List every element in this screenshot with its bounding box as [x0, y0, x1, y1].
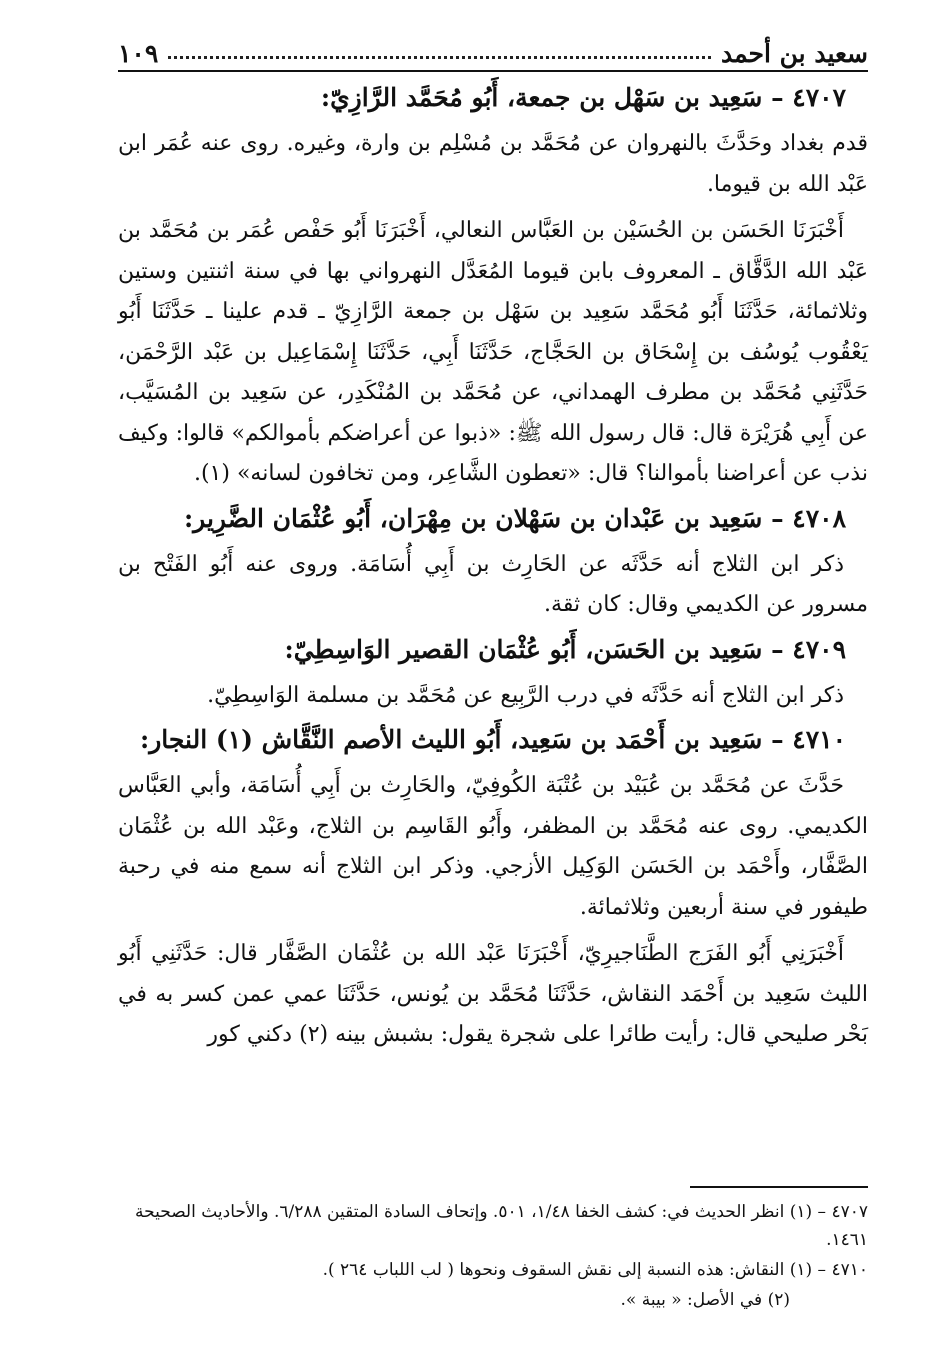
entry-4709: [118, 632, 868, 717]
page-number: ١٠٩: [118, 39, 159, 68]
entry-paragraph: أَخْبَرَنَا الحَسَن بن الحُسَيْن بن العَبَّاس النعالي، أَخْبَرَنَا أَبُو حَفْص عُمَر بن مُحَمَّد بن عَبْد الله الدَّقَّاق ـ المعروف بابن قيوما المُعَدَّل النهرواني بها في سنة اثنتين وستين وثلاثمائة، حَدَّثَنَا أَبُو مُحَمَّد سَعِيد بن سَهْل بن جمعة الرَّازِيّ ـ قدم علينا ـ حَدَّثَنَا أَبُو يَعْقُوب يُوسُف بن إِسْحَاق بن الحَجَّاج، حَدَّثَنَا أَبِي، حَدَّثَنَا إِسْمَاعِيل بن عَبْد الرَّحْمَن، حَدَّثَنِي مُحَمَّد بن مطرف الهمداني، عن مُحَمَّد بن المُنْكَدِر، عن سَعِيد بن المُسَيَّب، عن أَبِي هُرَيْرَة قال: قال رسول الله ﷺ: «ذبوا عن أعراضكم بأموالكم» قالوا: وكيف نذب عن أعراضنا بأموالنا؟ قال: «تعطون الشَّاعِر، ومن تخافون لسانه» (١).: [118, 218, 868, 486]
footnote: ٤٧٠٧ – (١) انظر الحديث في: كشف الخفا ١/٤٨، ٥٠١. وإتحاف السادة المتقين ٦/٢٨٨. والأحاديث الصحيحة ١٤٦١.: [135, 1202, 868, 1250]
running-header: [118, 28, 868, 68]
entry-4707: [118, 80, 868, 495]
entry-paragraph: ذكر ابن الثلاج أنه حَدَّثَه في درب الرَّبِيع عن مُحَمَّد بن مسلمة الوَاسِطِيّ.: [207, 682, 844, 708]
footnotes: [118, 1198, 868, 1316]
entry-4710: [118, 722, 868, 1056]
running-title: سعيد بن أحمد: [720, 39, 868, 68]
entry-paragraph: أَخْبَرَنِي أَبُو الفَرَج الطَّنَاجيرِيّ، أَخْبَرَنَا عَبْد الله بن عُثْمَان الصَّفَّار قال: حَدَّثَنِي أَبُو الليث سَعِيد بن أَحْمَد النقاش، حَدَّثَنَا مُحَمَّد بن يُونس، حَدَّثَنَا عمي عمن كسر به في بَحْر صليحي قال: رأيت طائرا على شجرة يقول: بشبش بينه (٢) دكني كور: [118, 941, 868, 1047]
entry-paragraph: ذكر ابن الثلاج أنه حَدَّثَه عن الحَارِث بن أَبِي أُسَامَة. وروى عنه أَبُو الفَتْح بن مسرور عن الكديمي وقال: كان ثقة.: [118, 551, 868, 617]
entry-heading: ٤٧١٠ – سَعِيد بن أَحْمَد بن سَعِيد، أَبُو الليث الأصم النَّقَّاش (١) النجار:: [139, 725, 846, 754]
footnote: ٤٧١٠ – (١) النقاش: هذه النسبة إلى نقش السقوف ونحوها ( لب اللباب ٢٦٤ ).: [322, 1260, 868, 1280]
entry-paragraph: حَدَّثَ عن مُحَمَّد بن عُبَيْد بن عُتْبَة الكُوفِيّ، والحَارِث بن أَبِي أُسَامَة، وأبي العَبَّاس الكديمي. روى عنه مُحَمَّد بن المظفر، وأَبُو القَاسِم بن الثلاج، وعَبْد الله بن عُثْمَان الصَّفَّار، وأَحْمَد بن الحَسَن الوَكِيل الأزجي. وذكر ابن الثلاج أنه سمع منه في رحبة طيفور في سنة أربعين وثلاثمائة.: [118, 773, 868, 920]
main-text: [118, 74, 868, 1062]
footnote: (٢) في الأصل: « بيبة ».: [620, 1290, 790, 1310]
entry-4708: [118, 501, 868, 626]
leader-dots: [168, 56, 711, 59]
header-rule: [118, 70, 868, 72]
entry-paragraph: قدم بغداد وحَدَّثَ بالنهروان عن مُحَمَّد بن مُسْلِم بن وارة، وغيره. روى عنه عُمَر ابن عَبْد الله بن قيوما.: [118, 131, 868, 197]
footnote-rule: [690, 1186, 868, 1188]
entry-heading: ٤٧٠٩ – سَعِيد بن الحَسَن، أَبُو عُثْمَان القصير الوَاسِطِيّ:: [284, 634, 846, 664]
entry-heading: ٤٧٠٧ – سَعِيد بن سَهْل بن جمعة، أَبُو مُحَمَّد الرَّازِيّ:: [320, 83, 846, 112]
entry-heading: ٤٧٠٨ – سَعِيد بن عَبْدان بن سَهْلان بن مِهْرَان، أَبُو عُثْمَان الضَّرِير:: [183, 503, 846, 533]
